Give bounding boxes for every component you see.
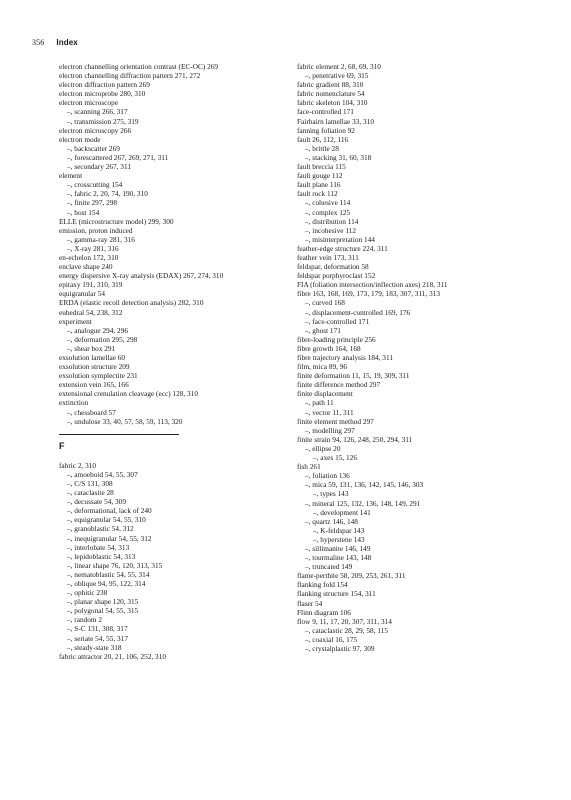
index-entry: feather-edge structure 224, 311 [297, 243, 388, 253]
index-entry: exsolution symplectite 231 [59, 371, 138, 381]
index-entry: extensional crenulation cleavage (ecc) 128, 310 [59, 389, 198, 399]
index-entry: fibre trajectory analysis 184, 311 [297, 353, 393, 362]
index-entry: Flinn diagram 106 [297, 607, 351, 617]
index-entry: fault rock 112 [297, 189, 338, 199]
index-entry: experiment [59, 316, 92, 326]
index-entry: extension vein 165, 166 [59, 380, 129, 390]
index-subentry: –, stacking 31, 60, 318 [305, 152, 372, 162]
index-subentry: –, analogue 294, 296 [67, 325, 128, 335]
index-column-left [59, 62, 309, 661]
index-entry: extinction [59, 398, 89, 408]
index-entry: emission, proton induced [59, 225, 133, 235]
index-subentry: –, finite 297, 298 [67, 198, 118, 208]
index-subentry: –, curved 168 [305, 298, 345, 308]
index-entry: fish 261 [297, 462, 321, 472]
index-subentry: –, coaxial 16, 175 [305, 634, 358, 644]
index-subentry: –, axes 15, 126 [313, 453, 357, 463]
index-subentry: –, inequigranular 54, 55, 312 [67, 533, 152, 543]
index-entry: electron diffraction pattern 269 [59, 80, 150, 90]
index-entry: FIA (foliation intersection/inflection axes) 218, 311 [297, 280, 448, 290]
index-entry: Fairbairn lamellae 33, 310 [297, 116, 374, 126]
page-header [32, 38, 78, 47]
index-subentry: –, X-ray 281, 316 [67, 243, 119, 253]
index-subentry: –, secondary 267, 311 [67, 162, 131, 172]
index-subentry: –, quartz 146, 148 [305, 516, 358, 526]
index-entry: electron channelling diffraction pattern 271, 272 [59, 71, 201, 81]
index-entry: fault plane 116 [297, 180, 341, 190]
index-subentry: –, S-C 131, 308, 317 [67, 624, 128, 634]
index-subentry: –, deformational, lack of 240 [67, 506, 152, 516]
index-subentry: –, backscatter 269 [67, 143, 120, 153]
index-subentry: –, displacement-controlled 169, 176 [305, 307, 411, 317]
index-entry: flow 9, 11, 17, 20, 307, 311, 314 [297, 616, 392, 626]
index-entry: epitaxy 191, 310, 319 [59, 280, 123, 290]
index-entry: en-echelon 172, 310 [59, 252, 119, 262]
index-subentry: –, cataclastic 28, 29, 58, 115 [305, 625, 389, 635]
index-entry: flanking structure 154, 311 [297, 589, 376, 599]
index-entry: feather vein 173, 311 [297, 252, 359, 262]
index-entry: fault breccia 115 [297, 162, 346, 172]
index-subentry: –, forescattered 267, 269, 271, 311 [67, 152, 169, 162]
index-subentry: –, cataclasite 28 [67, 488, 114, 498]
index-subentry: –, sillimanite 146, 149 [305, 543, 371, 553]
index-subentry: –, K-feldspar 143 [313, 525, 365, 535]
index-subentry: –, brittle 28 [305, 143, 339, 153]
index-entry: feldspar porphyroclast 152 [297, 271, 376, 281]
index-entry: fabric 2, 310 [59, 460, 97, 470]
index-subentry: –, host 154 [67, 207, 100, 217]
running-title: Index [56, 38, 78, 47]
index-subentry: –, mineral 125, 132, 136, 148, 149, 291 [305, 498, 421, 508]
index-subentry: –, cohesive 114 [305, 198, 351, 208]
index-entry: fabric skeleton 104, 310 [297, 98, 368, 108]
index-entry: fibre 163, 168, 169, 173, 179, 183, 307, 311, 313 [297, 289, 441, 299]
index-subentry: –, hyperstene 143 [313, 534, 365, 544]
index-subentry: –, path 11 [305, 398, 334, 408]
index-entry: flaser 54 [297, 598, 323, 608]
index-entry: fabric gradient 88, 310 [297, 80, 364, 90]
index-subentry: –, polygonal 54, 55, 315 [67, 606, 139, 616]
index-entry: fanning foliation 92 [297, 125, 355, 135]
index-entry: feldspar, deformation 58 [297, 262, 369, 272]
page-number: 356 [32, 38, 45, 47]
index-entry: fabric element 2, 68, 69, 310 [297, 62, 381, 71]
index-subentry: –, complex 125 [305, 207, 351, 217]
index-subentry: –, mica 59, 131, 136, 142, 145, 146, 303 [305, 480, 424, 490]
index-entries-e [59, 62, 309, 426]
index-subentry: –, deformation 295, 298 [67, 334, 138, 344]
index-entry: euhedral 54, 238, 312 [59, 307, 123, 317]
index-subentry: –, undulose 33, 40, 57, 58, 59, 113, 320 [67, 416, 183, 426]
index-subentry: –, truncated 149 [305, 562, 353, 572]
index-entry: exsolution lamellae 60 [59, 353, 126, 362]
index-subentry: –, misinterpretation 144 [305, 234, 375, 244]
index-subentry: –, gamma-ray 281, 316 [67, 234, 135, 244]
index-subentry: –, development 141 [313, 507, 371, 517]
index-entry: element [59, 171, 83, 181]
index-subentry: –, shear box 291 [67, 343, 116, 353]
index-subentry: –, ghost 171 [305, 325, 341, 335]
index-subentry: –, lepidoblastic 54, 313 [67, 551, 136, 561]
index-subentry: –, scanning 266, 317 [67, 107, 128, 117]
index-entry: electron channelling orientation contrast (EC-OC) 269 [59, 62, 219, 71]
index-subentry: –, equigranular 54, 55, 310 [67, 515, 146, 525]
section-letter-f: F [59, 440, 65, 451]
index-subentry: –, ophitic 238 [67, 588, 108, 598]
index-subentry: –, penetrative 69, 315 [305, 71, 369, 81]
index-entry: ELLE (microstructure model) 299, 300 [59, 216, 174, 226]
index-entry: enclave shape 240 [59, 262, 113, 272]
index-entry: equigranular 54 [59, 289, 105, 299]
index-subentry: –, fabric 2, 20, 74, 190, 310 [67, 189, 148, 199]
index-subentry: –, modelling 297 [305, 425, 355, 435]
index-entry: electron microscopy 266 [59, 125, 132, 135]
index-subentry: –, distribution 114 [305, 216, 359, 226]
index-entry: fibre growth 164, 168 [297, 343, 361, 353]
index-entry: ERDA (elastic recoil detection analysis) 282, 310 [59, 298, 204, 308]
index-entry: fault 26, 112, 116 [297, 134, 349, 144]
index-entries-f-continued [297, 62, 547, 653]
index-entry: finite displacement [297, 389, 353, 399]
index-subentry: –, chessboard 57 [67, 407, 116, 417]
index-subentry: –, interlobate 54, 313 [67, 542, 130, 552]
index-entry: fabric nomenclature 54 [297, 89, 365, 99]
index-entry: flanking fold 154 [297, 580, 348, 590]
index-entry: face-controlled 171 [297, 107, 354, 117]
index-subentry: –, crosscutting 154 [67, 180, 123, 190]
index-entry: fabric attractor 20, 21, 106, 252, 310 [59, 651, 166, 661]
index-entry: electron microscope [59, 98, 118, 108]
index-entry: energy dispersive X-ray analysis (EDAX) 267, 274, 310 [59, 271, 224, 281]
index-subentry: –, face-controlled 171 [305, 316, 370, 326]
index-entry: fault gouge 112 [297, 171, 343, 181]
index-subentry: –, C/S 131, 308 [67, 478, 113, 488]
index-subentry: –, tourmaline 143, 148 [305, 553, 372, 563]
index-entries-f [59, 461, 309, 661]
index-subentry: –, vector 11, 311 [305, 407, 354, 417]
index-subentry: –, linear shape 76, 120, 313, 315 [67, 560, 163, 570]
index-subentry: –, planar shape 120, 315 [67, 597, 139, 607]
index-entry: finite deformation 11, 15, 19, 309, 311 [297, 371, 410, 381]
index-subentry: –, nematoblastic 54, 55, 314 [67, 569, 150, 579]
index-subentry: –, random 2 [67, 615, 103, 625]
index-subentry: –, oblique 94, 95, 122, 314 [67, 578, 146, 588]
index-entry: finite element method 297 [297, 416, 374, 426]
index-subentry: –, amoeboid 54, 55, 307 [67, 469, 138, 479]
index-subentry: –, types 143 [313, 489, 349, 499]
index-subentry: –, seriate 54, 55, 317 [67, 633, 128, 643]
index-column-right [297, 62, 547, 653]
index-entry: electron microprobe 280, 310 [59, 89, 146, 99]
index-subentry: –, granoblastic 54, 312 [67, 524, 134, 534]
index-entry: fibre-loading principle 256 [297, 334, 376, 344]
index-subentry: –, ellipse 20 [305, 443, 341, 453]
index-subentry: –, transmission 275, 319 [67, 116, 139, 126]
index-entry: film, mica 89, 96 [297, 362, 348, 372]
index-subentry: –, steady-state 318 [67, 642, 122, 652]
index-entry: exsolution structure 209 [59, 362, 130, 372]
index-entry: electron mode [59, 134, 101, 144]
index-entry: finite difference method 297 [297, 380, 381, 390]
index-entry: finite strain 94, 126, 248, 250, 294, 311 [297, 434, 413, 444]
index-subentry: –, crystalplastic 97, 309 [305, 644, 375, 653]
index-entry: flame-perthite 58, 209, 253, 261, 311 [297, 571, 406, 581]
index-subentry: –, foliation 136 [305, 471, 350, 481]
index-subentry: –, decussate 54, 309 [67, 497, 126, 507]
index-subentry: –, incohesive 112 [305, 225, 356, 235]
